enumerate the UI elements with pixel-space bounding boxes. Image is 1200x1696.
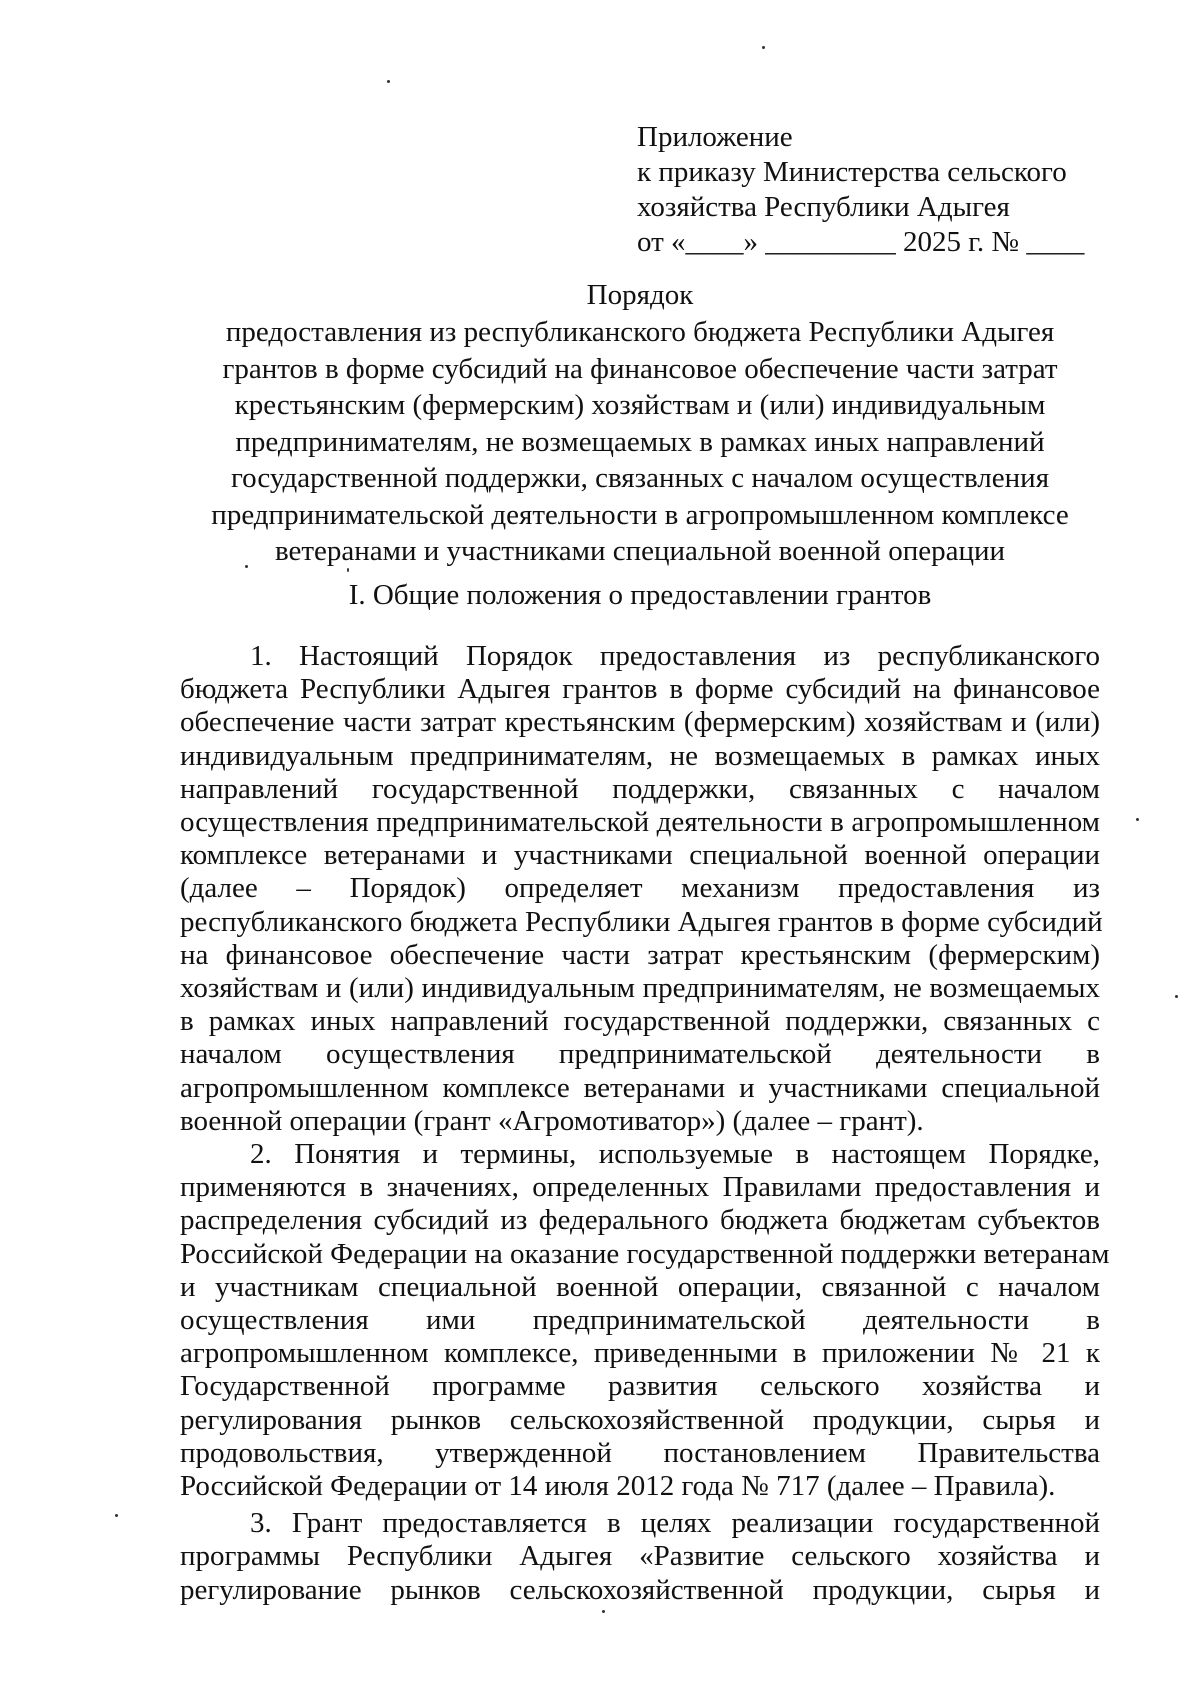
paragraph-line: в рамках иных направлений государственной поддержки, связанных с	[180, 1005, 1100, 1038]
paragraph-line: Российской Федерации от 14 июля 2012 года № 717 (далее – Правила).	[180, 1470, 1056, 1503]
paragraph-line: бюджета Республики Адыгея грантов в форме субсидий на финансовое	[180, 673, 1100, 706]
paragraph-line: обеспечение части затрат крестьянским (фермерским) хозяйствам и (или)	[180, 706, 1100, 739]
paragraph-line: Государственной программе развития сельского хозяйства и	[180, 1370, 1100, 1403]
paragraph-line: программы Республики Адыгея «Развитие сельского хозяйства и	[180, 1540, 1100, 1573]
paragraph-line: началом осуществления предпринимательской деятельности в	[180, 1038, 1100, 1071]
paragraph-line: агропромышленном комплексе, приведенными в приложении № 21 к	[180, 1337, 1100, 1370]
body-text	[180, 640, 1110, 1607]
paragraph-line: регулирования рынков сельскохозяйственной продукции, сырья и	[180, 1403, 1100, 1436]
paragraph-line: осуществления ими предпринимательской деятельности в	[180, 1304, 1100, 1337]
paragraph-line: направлений государственной поддержки, связанных с началом	[180, 772, 1100, 805]
paragraph-1	[180, 640, 1103, 1138]
paragraph-line: комплексе ветеранами и участниками специальной военной операции	[180, 839, 1100, 872]
section-heading: I. Общие положения о предоставлении грантов	[348, 579, 932, 611]
appendix-line: от «____» _________ 2025 г. № ____	[637, 226, 1085, 258]
subtitle-line: государственной поддержки, связанных с началом осуществления	[230, 462, 1050, 494]
paragraph-line: военной операции (грант «Агромотиватор») (далее – грант).	[180, 1104, 924, 1137]
paragraph-line: применяются в значениях, определенных Правилами предоставления и	[180, 1171, 1100, 1204]
appendix-line: к приказу Министерства сельского	[637, 156, 1067, 188]
subtitle-line: крестьянским (фермерским) хозяйствам и (или) индивидуальным	[234, 389, 1046, 421]
subtitle-line: ветеранами и участниками специальной военной операции	[274, 535, 1006, 567]
scan-speck	[1136, 818, 1139, 821]
paragraph-line: 1. Настоящий Порядок предоставления из республиканского	[250, 640, 1100, 672]
paragraph-line: агропромышленном комплексе ветеранами и участниками специальной	[180, 1071, 1100, 1104]
subtitle-line: предпринимательской деятельности в агропромышленном комплексе	[211, 498, 1069, 531]
appendix-block	[637, 120, 1107, 260]
scan-speck	[245, 565, 248, 568]
subtitle-line: предоставления из республиканского бюджета Республики Адыгея	[225, 316, 1055, 348]
paragraph-line: осуществления предпринимательской деятельности в агропромышленном	[180, 806, 1100, 839]
scan-speck	[602, 1610, 605, 1613]
paragraph-line: продовольствия, утвержденной постановлением Правительства	[180, 1436, 1100, 1469]
paragraph-line: республиканского бюджета Республики Адыгея грантов в форме субсидий	[180, 905, 1103, 938]
paragraph-line: Российской Федерации на оказание государственной поддержки ветеранам	[180, 1237, 1110, 1270]
subtitle-line: предпринимателям, не возмещаемых в рамках иных направлений	[235, 425, 1045, 458]
appendix-line: Приложение	[637, 121, 793, 153]
document-subtitle	[180, 314, 1100, 570]
paragraph-2	[180, 1138, 1110, 1503]
paragraph-3	[180, 1507, 1100, 1607]
scan-speck	[1175, 995, 1178, 998]
paragraph-line: регулирование рынков сельскохозяйственной продукции, сырья и	[180, 1573, 1100, 1606]
paragraph-line: на финансовое обеспечение части затрат крестьянским (фермерским)	[180, 938, 1100, 971]
scan-speck	[762, 46, 765, 49]
scan-speck	[115, 1514, 118, 1517]
paragraph-line: индивидуальным предпринимателям, не возмещаемых в рамках иных	[180, 739, 1100, 772]
paragraph-line: 2. Понятия и термины, используемые в настоящем Порядке,	[250, 1138, 1100, 1171]
subtitle-line: грантов в форме субсидий на финансовое обеспечение части затрат	[222, 352, 1058, 385]
paragraph-line: хозяйствам и (или) индивидуальным предпринимателям, не возмещаемых	[180, 972, 1100, 1005]
scan-speck	[387, 80, 390, 83]
paragraph-line: распределения субсидий из федерального бюджета бюджетам субъектов	[180, 1204, 1100, 1237]
paragraph-line: (далее – Порядок) определяет механизм предоставления из	[180, 872, 1100, 905]
appendix-line: хозяйства Республики Адыгея	[637, 191, 1010, 223]
paragraph-line: и участникам специальной военной операции, связанной с началом	[180, 1270, 1100, 1303]
document-title: Порядок	[586, 279, 694, 311]
paragraph-line: 3. Грант предоставляется в целях реализации государственной	[250, 1507, 1100, 1540]
scan-speck	[347, 568, 349, 572]
